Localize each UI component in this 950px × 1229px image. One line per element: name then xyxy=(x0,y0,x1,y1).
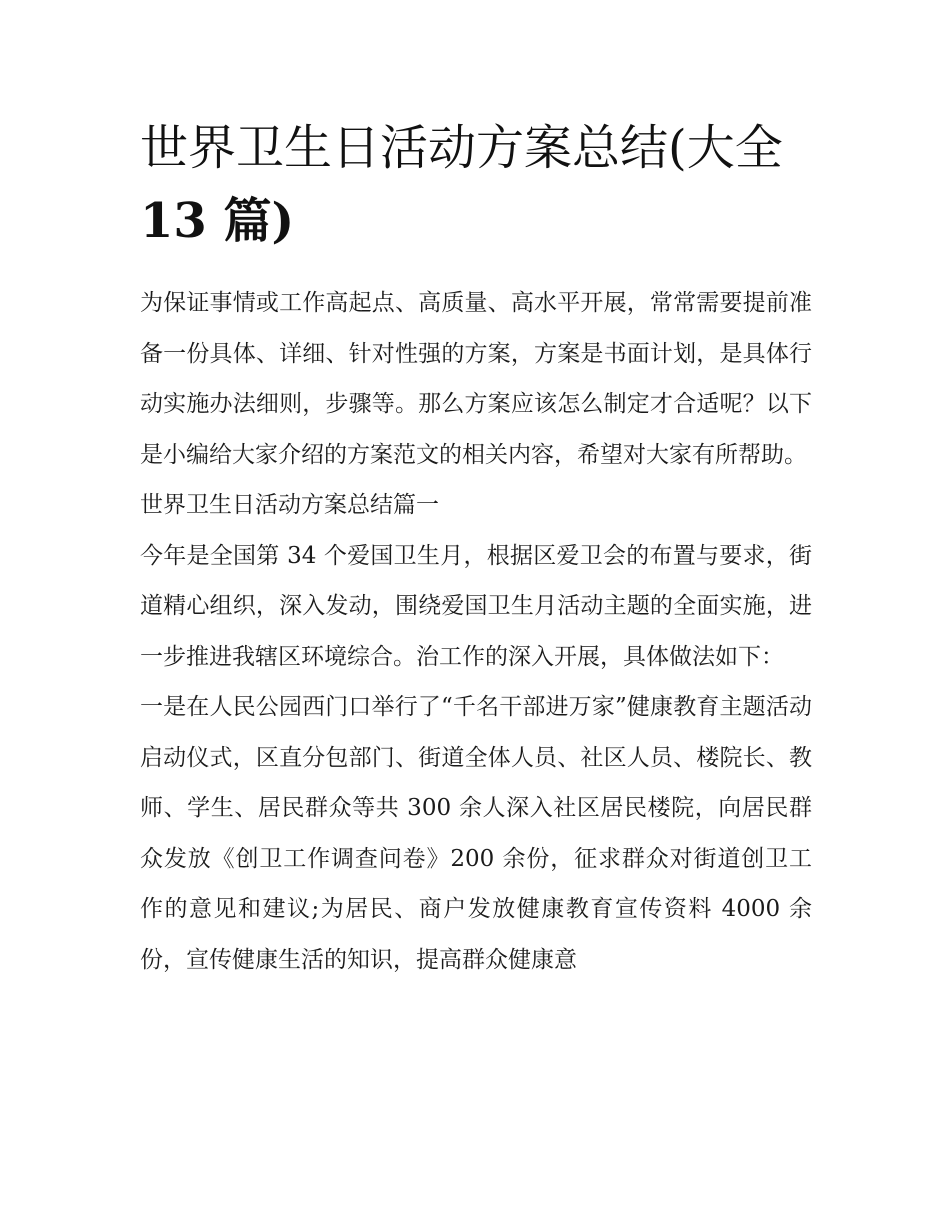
paragraph-2: 一是在人民公园西门口举行了“千名干部进万家”健康教育主题活动启动仪式，区直分包部门、街道全体人员、社区人员、楼院长、教师、学生、居民群众等共 300 余人深入社区居民楼院，向居民群众发放《创卫工作调查问卷》200 余份，征求群众对街道创卫工作的意见和建议;为居民、商户发放健康教育宣传资料 4000 余份，宣传健康生活的知识，提高群众健康意 xyxy=(140,694,812,973)
document-body xyxy=(140,278,812,985)
paragraph-1: 今年是全国第 34 个爱国卫生月，根据区爱卫会的布置与要求，街道精心组织，深入发动，围绕爱国卫生月活动主题的全面实施，进一步推进我辖区环境综合。治工作的深入开展，具体做法如下： xyxy=(140,542,812,670)
document-page xyxy=(140,112,812,985)
intro-paragraph: 为保证事情或工作高起点、高质量、高水平开展，常常需要提前准备一份具体、详细、针对性强的方案，方案是书面计划，是具体行动实施办法细则，步骤等。那么方案应该怎么制定才合适呢？以下是小编给大家介绍的方案范文的相关内容，希望对大家有所帮助。 xyxy=(140,290,812,468)
title-line-1: 世界卫生日活动方案总结(大全 xyxy=(140,120,783,176)
title-line-2: 13 篇) xyxy=(140,193,295,249)
document-title xyxy=(140,112,812,258)
section-heading: 世界卫生日活动方案总结篇一 xyxy=(140,492,439,518)
